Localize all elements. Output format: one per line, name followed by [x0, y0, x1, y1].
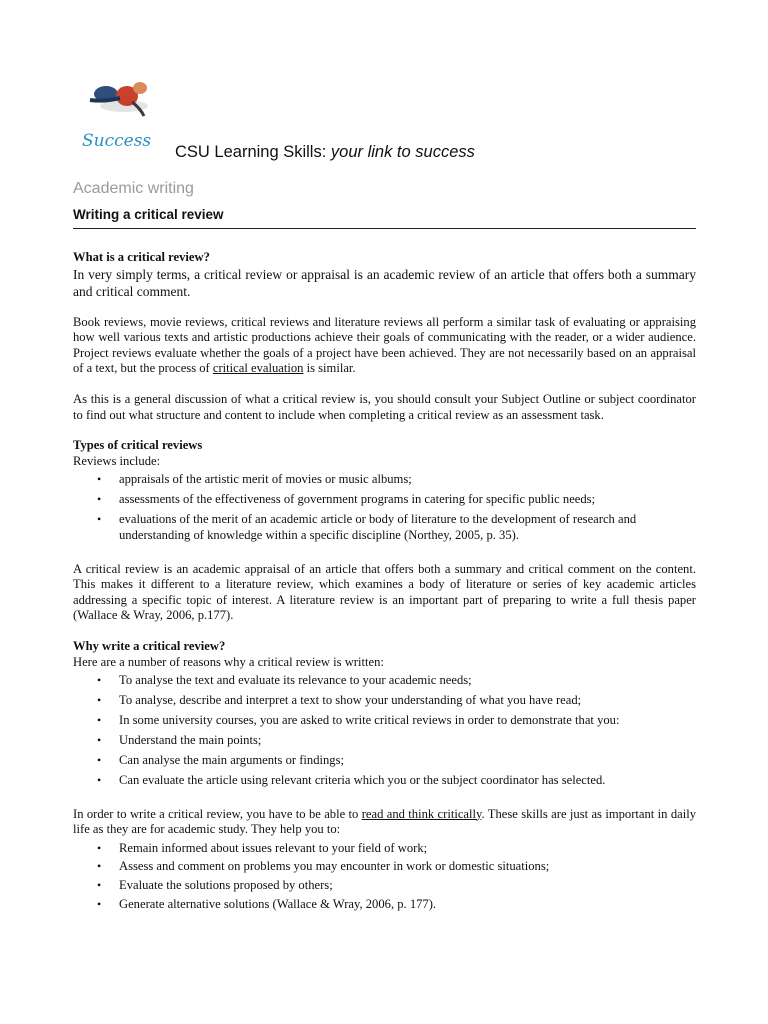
- list-item: • evaluations of the merit of an academic article or body of literature to the development of research and understanding of knowledge within a specific discipline (Northey, 2005, p. 35).: [119, 512, 696, 543]
- header-title-prefix: CSU Learning Skills:: [175, 143, 331, 161]
- heading-types: Types of critical reviews: [73, 438, 203, 453]
- list-item: • appraisals of the artistic merit of movies or music albums;: [119, 472, 696, 488]
- document-title: Writing a critical review: [73, 207, 224, 222]
- list-item: • In some university courses, you are asked to write critical reviews in order to demonstrate that you:: [119, 713, 696, 729]
- link-read-think-critically[interactable]: read and think critically: [361, 806, 482, 821]
- header-title: [175, 143, 475, 162]
- list-item: • Understand the main points;: [119, 733, 696, 749]
- heading-why: Why write a critical review?: [73, 638, 226, 653]
- paragraph-reviews-text: Book reviews, movie reviews, critical reviews and literature reviews all perform a similar task of evaluating or appraising how well various texts and artistic productions achieve their goals of communicating with the reader, or a wider audience. Project reviews evaluate whether the goals of a project have been achieved. They are not necessarily based on an appraisal of a text, but the process of: [73, 314, 696, 376]
- intro-paragraph: In very simply terms, a critical review or appraisal is an academic review of an article that offers both a summary and critical comment.: [73, 266, 696, 299]
- paragraph-types: A critical review is an academic appraisal of an article that offers both a summary and critical comment on the content. This makes it different to a literature review, which examines a body of literature or series of key academic articles addressing a specific topic of interest. A literature review is an important part of preparing to write a full thesis paper (Wallace & Wray, 2006, p.177).: [73, 561, 696, 623]
- header-divider: [73, 228, 696, 229]
- link-critical-evaluation[interactable]: critical evaluation: [212, 361, 304, 376]
- header-tagline: your link to success: [330, 143, 475, 161]
- paragraph-critical-thinking-text: In order to write a critical review, you have to be able to: [73, 806, 362, 821]
- paragraph-reviews-end: is similar.: [303, 361, 356, 376]
- list-item: • Remain informed about issues relevant to your field of work;: [119, 841, 696, 857]
- logo-text: Success: [82, 131, 152, 151]
- document-body: [73, 250, 696, 916]
- list-item: • To analyse, describe and interpret a text to show your understanding of what you have read;: [119, 693, 696, 709]
- skills-list: [73, 841, 696, 913]
- heading-what: What is a critical review?: [73, 250, 210, 264]
- list-item: • Evaluate the solutions proposed by others;: [119, 878, 696, 894]
- list-item: • Can evaluate the article using relevant criteria which you or the subject coordinator has selected.: [119, 773, 696, 789]
- paragraph-critical-thinking-end: . These skills are just as important in daily life as they are for academic study. They help you to:: [73, 806, 696, 837]
- section-label: Academic writing: [73, 180, 194, 197]
- paragraph-critical-thinking: [73, 807, 696, 838]
- success-logo-icon: [80, 72, 166, 152]
- list-item: • Assess and comment on problems you may encounter in work or domestic situations;: [119, 859, 696, 875]
- types-list: [73, 472, 696, 543]
- paragraph-general: As this is a general discussion of what a critical review is, you should consult your Subject Outline or subject coordinator to find out what structure and content to include when completing a critical review as an assessment task.: [73, 391, 696, 422]
- why-list: [73, 673, 696, 788]
- list-item: • Can analyse the main arguments or findings;: [119, 753, 696, 769]
- paragraph-reviews: [73, 315, 696, 377]
- list-item: • Generate alternative solutions (Wallace & Wray, 2006, p. 177).: [119, 897, 696, 913]
- types-lead: Reviews include:: [73, 453, 161, 468]
- list-item: • To analyse the text and evaluate its relevance to your academic needs;: [119, 673, 696, 689]
- why-lead: Here are a number of reasons why a critical review is written:: [73, 654, 384, 669]
- list-item: • assessments of the effectiveness of government programs in catering for specific public needs;: [119, 492, 696, 508]
